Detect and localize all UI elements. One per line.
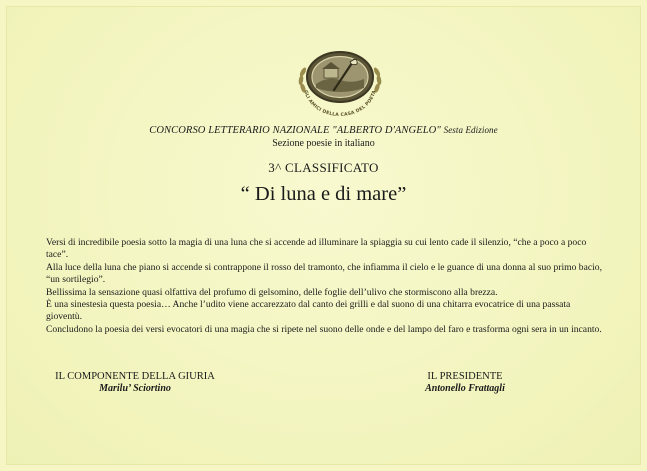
motivation-paragraph: È una sinestesia questa poesia… Anche l’udito viene accarezzato dal canto dei grilli e dal suono di una chitarra evocatrice di una passata gioventù. bbox=[46, 299, 571, 323]
svg-text:GLI AMICI DELLA CASA DEL POETA: GLI AMICI DELLA CASA DEL POETA bbox=[302, 89, 378, 116]
motivation-paragraph: Bellissima la sensazione quasi olfattiva del profumo di gelsomino, delle foglie dell’ulivo che stormiscono alla brezza. bbox=[46, 286, 498, 298]
jury-signature-block bbox=[50, 371, 220, 394]
jury-name: Marilu’ Sciortino bbox=[99, 383, 171, 394]
emblem-seal-icon bbox=[294, 46, 386, 116]
rank-label: 3^ CLASSIFICATO bbox=[268, 160, 379, 175]
jury-role: IL COMPONENTE DELLA GIURIA bbox=[55, 371, 215, 382]
president-role: IL PRESIDENTE bbox=[427, 371, 503, 382]
section-label: Sezione poesie in italiano bbox=[272, 138, 375, 149]
contest-name: CONCORSO LETTERARIO NAZIONALE "ALBERTO D'ANGELO" bbox=[149, 125, 441, 136]
motivation-paragraph: Versi di incredibile poesia sotto la magia di una luna che si accende ad illuminare la spiaggia su cui lento cade il silenzio, “che a poco a poco tace”. bbox=[46, 237, 587, 261]
president-name: Antonello Frattagli bbox=[425, 383, 505, 394]
motivation-paragraph: Concludono la poesia dei versi evocatori di una magia che si ripete nel suono delle onde e del lampo del faro e trasforma ogni sera in un incanto. bbox=[46, 323, 602, 335]
motivation-paragraph: Alla luce della luna che piano si accende si contrappone il rosso del tramonto, che infiamma il cielo e le guance di una donna al suo primo bacio, “un sortilegio”. bbox=[46, 261, 602, 286]
poem-title: “ Di luna e di mare” bbox=[240, 183, 407, 205]
motivation-text bbox=[46, 237, 602, 336]
contest-title bbox=[0, 125, 647, 136]
president-signature-block bbox=[400, 371, 530, 394]
contest-edition: Sesta Edizione bbox=[443, 125, 498, 135]
